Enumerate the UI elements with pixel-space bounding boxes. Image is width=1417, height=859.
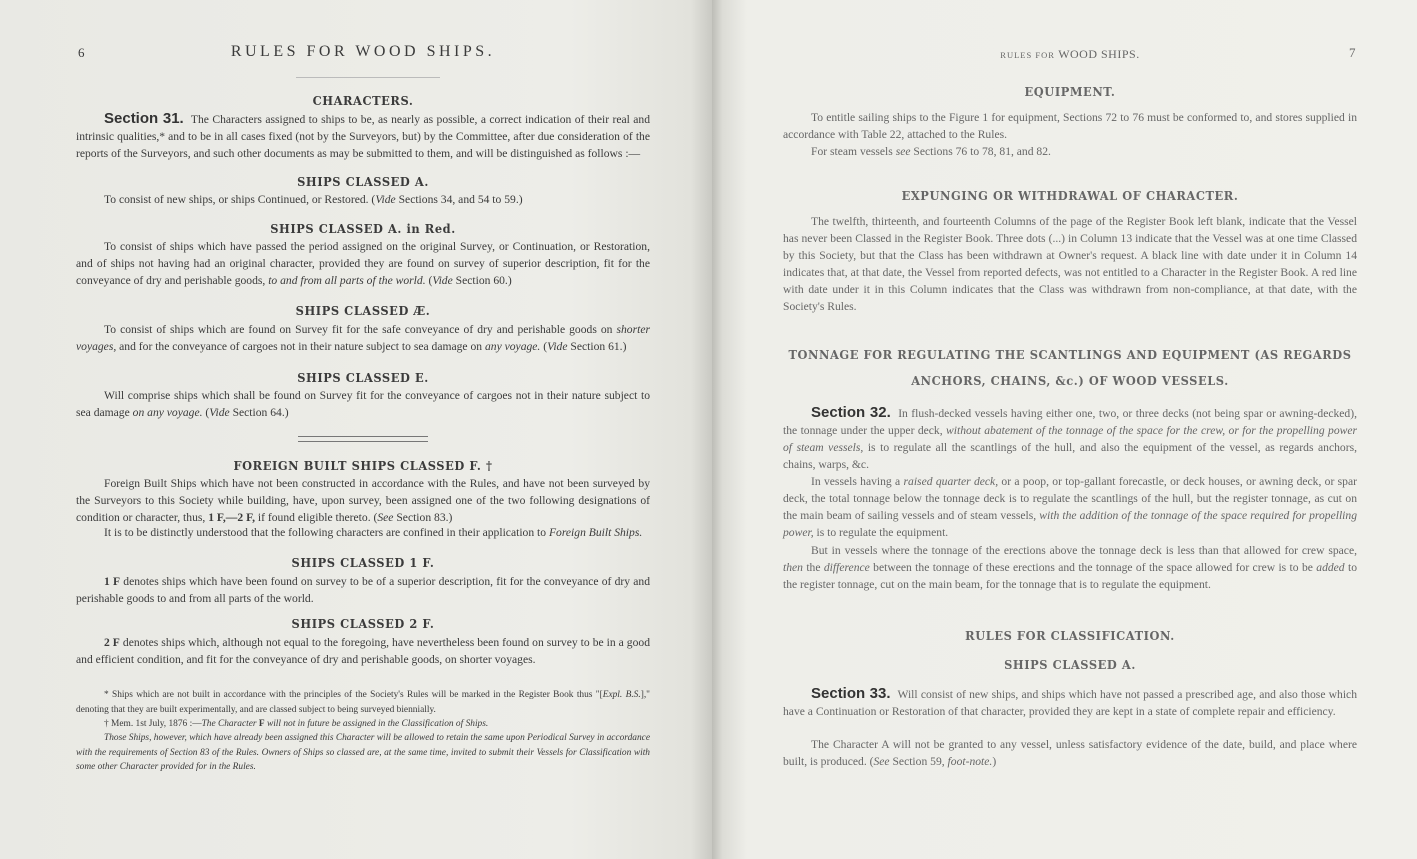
- text-run: will not in future be assigned in the Classification of Ships.: [264, 719, 489, 729]
- footnote: [76, 688, 650, 717]
- section-heading: SHIPS CLASSED A. in Red.: [270, 222, 456, 236]
- text-run: Foreign Built Ships.: [548, 526, 643, 539]
- text-run: For steam vessels: [811, 145, 896, 158]
- text-run: Vide: [375, 193, 396, 206]
- text-run: added: [1316, 561, 1345, 574]
- text-run: See: [873, 755, 890, 768]
- paragraph: [783, 473, 1357, 541]
- text-run: (: [540, 340, 548, 353]
- text-run: The Characters assigned to ships to be, as nearly as possible, a correct indication of their real and intrinsic qualities,* and to be in all cases fixed (not by the Surveyors, but) by the Committee, after due consideration of the reports of the Surveyors, and such other documents as may be submitted to them, and will be distinguished as follows :—: [76, 113, 650, 160]
- text-run: To consist of ships which have passed the period assigned on the original Survey, or Continuation, or Restoration, and of ships not having had an original character, provided they are found on survey of superior description, fit for the conveyance of dry and perishable goods,: [76, 240, 650, 287]
- text-run: is to regulate the equipment.: [813, 526, 949, 539]
- text-run: Section 60.): [452, 274, 512, 287]
- text-run: (: [202, 406, 210, 419]
- text-run: the: [802, 561, 824, 574]
- running-title-main: WOOD SHIPS.: [1058, 47, 1140, 61]
- text-run: with the addition of the tonnage of the space required for propelling power,: [783, 509, 1357, 539]
- paragraph: [783, 736, 1357, 770]
- text-run: between the tonnage of these erections and the tonnage of the space allowed for crew is to be: [869, 561, 1317, 574]
- text-run: † Mem. 1st July, 1876 :—: [104, 719, 202, 729]
- paragraph: [76, 191, 650, 208]
- section-heading: RULES FOR CLASSIFICATION.: [965, 629, 1175, 643]
- section-heading: TONNAGE FOR REGULATING THE SCANTLINGS AND EQUIPMENT (AS REGARDS ANCHORS, CHAINS, &c.) OF WOOD VESSELS.: [788, 348, 1352, 388]
- text-run: difference: [823, 561, 870, 574]
- text-run: Section 61.): [567, 340, 627, 353]
- paragraph: [76, 634, 650, 668]
- running-title: [783, 47, 1357, 62]
- section-heading: EQUIPMENT.: [1024, 85, 1116, 99]
- text-run: ]," denoting that they are built experimentally, and are classed subject to being surveyed biennially.: [76, 690, 650, 715]
- text-run: To entitle sailing ships to the Figure 1 for equipment, Sections 72 to 76 must be conformed to, and stores supplied in accordance with Table 22, attached to the Rules.: [783, 111, 1357, 141]
- paragraph: [76, 573, 650, 607]
- section-heading: CHARACTERS.: [312, 94, 414, 108]
- text-run: Foreign Built Ships which have not been constructed in accordance with the Rules, and have not been surveyed by the Surveyors to this Society while building, have, upon survey, been assigned one of the two following designations of condition or character, thus,: [76, 477, 650, 524]
- text-run: See: [377, 511, 394, 524]
- section-heading: SHIPS CLASSED E.: [297, 371, 429, 385]
- text-run: on any voyage.: [132, 406, 203, 419]
- paragraph: [76, 387, 650, 421]
- double-rule-divider: [298, 436, 428, 442]
- section-heading: EXPUNGING OR WITHDRAWAL OF CHARACTER.: [901, 189, 1239, 203]
- text-run: But in vessels where the tonnage of the erections above the tonnage deck is less than that allowed for crew space,: [811, 544, 1357, 557]
- section-heading: FOREIGN BUILT SHIPS CLASSED F. †: [233, 459, 493, 473]
- footnote: [76, 717, 650, 732]
- paragraph: [76, 321, 650, 355]
- text-run: then: [783, 561, 803, 574]
- text-run: 1 F: [104, 575, 121, 588]
- text-run: Will consist of new ships, and ships which have not passed a prescribed age, and also those which have a Continuation or Restoration of that character, provided they are kept in a state of complete repair and efficiency.: [783, 688, 1357, 718]
- footnote: [76, 731, 650, 775]
- section-heading: SHIPS CLASSED A.: [1004, 658, 1136, 672]
- paragraph: [76, 238, 650, 289]
- section-label: Section 32.: [811, 404, 891, 421]
- text-run: Vide: [209, 406, 230, 419]
- text-run: without abatement of the tonnage of the space for the crew, or for the propelling power of steam vessels,: [783, 424, 1358, 454]
- text-run: The twelfth, thirteenth, and fourteenth Columns of the page of the Register Book left blank, indicate that the Vessel has never been Classed in the Register Book. Three dots (...) in Column 13 indicate that the Vessel was at one time Classed by this Society, but that the Class has been withdrawn at Owner's request. A black line with date under it in Column 14 indicates that, at that date, the Vessel from reported defects, was not entitled to a Character in the Register Book. A red line with date under it in this Column indicates that the Class was withdrawn from non-compliance, at that date, with the Society's Rules.: [783, 215, 1357, 313]
- header-rule: [296, 77, 440, 78]
- section-heading: SHIPS CLASSED 2 F.: [291, 617, 435, 631]
- section-heading: SHIPS CLASSED A.: [297, 175, 429, 189]
- text-run: any voyage.: [484, 340, 541, 353]
- text-run: raised quarter deck,: [903, 475, 999, 488]
- text-run: is to regulate all the scantlings of the hull, and also the equipment of the vessel, as regards anchors, chains, warps, &c.: [783, 441, 1357, 471]
- text-run: To consist of ships which are found on Survey fit for the safe conveyance of dry and perishable goods on: [104, 323, 617, 336]
- section-heading: SHIPS CLASSED Æ.: [295, 304, 431, 318]
- text-run: (: [425, 274, 433, 287]
- text-run: Expl. B.S.: [602, 690, 641, 700]
- text-run: foot-note.: [947, 755, 993, 768]
- text-run: In flush-decked vessels having either one, two, or three decks (not being spar or awning-decked), the tonnage under the upper deck,: [783, 407, 1357, 437]
- running-title-prefix: RULES FOR: [1000, 50, 1055, 60]
- text-run: to and from all parts of the world.: [268, 274, 426, 287]
- text-run: Will comprise ships which shall be found on Survey fit for the conveyance of cargoes not in their nature subject to sea damage: [76, 389, 650, 419]
- paragraph: [783, 213, 1357, 315]
- paragraph: [783, 109, 1357, 143]
- text-run: or a poop, or top-gallant forecastle, or deck houses, or awning deck, or spar deck, the total tonnage below the tonnage deck is to regulate the scantlings of the hull, but the register tonnage, as cut on the main beam of sailing vessels and of steam vessels,: [783, 475, 1357, 522]
- text-run: To consist of new ships, or ships Continued, or Restored. (: [104, 193, 376, 206]
- text-run: * Ships which are not built in accordance with the principles of the Society's Rules will be marked in the Register Book thus "[: [104, 690, 603, 700]
- running-title: RULES FOR WOOD SHIPS.: [230, 43, 496, 60]
- text-run: denotes ships which have been found on survey to be of a superior description, fit for the conveyance of dry and perishable goods to and from all parts of the world.: [76, 575, 651, 605]
- paragraph: [783, 542, 1357, 593]
- text-run: denotes ships which, although not equal to the foregoing, have nevertheless been found on survey to be in a good and efficient condition, and fit for the conveyance of dry and perishable goods, on shorter voyages.: [76, 636, 650, 666]
- paragraph: [783, 685, 1357, 720]
- text-run: Those Ships, however, which have already been assigned this Character will be allowed to retain the same upon Periodical Survey in accordance with the requirements of Section 83 of the Rules. Owners of Ships so classed are, at the same time, invited to submit their Vessels for Classification with some other Character provided for in the Rules.: [76, 733, 650, 772]
- text-run: Section 59,: [889, 755, 948, 768]
- text-run: Sections 76 to 78, 81, and 82.: [910, 145, 1051, 158]
- text-run: Section 83.): [393, 511, 453, 524]
- text-run: and for the conveyance of cargoes not in their nature subject to sea damage on: [116, 340, 485, 353]
- text-run: Vide: [432, 274, 453, 287]
- section-heading: SHIPS CLASSED 1 F.: [291, 556, 435, 570]
- text-run: It is to be distinctly understood that the following characters are confined in their application to: [104, 526, 549, 539]
- section-label: Section 31.: [104, 110, 184, 127]
- page-number: 7: [1349, 45, 1356, 60]
- paragraph: [783, 404, 1357, 473]
- text-run: 2 F: [104, 636, 120, 649]
- text-run: Section 64.): [229, 406, 289, 419]
- text-run: 1 F,—2 F,: [208, 511, 256, 524]
- text-run: see: [895, 145, 911, 158]
- text-run: In vessels having a: [811, 475, 904, 488]
- right-page: [712, 0, 1417, 859]
- page-number: 6: [78, 45, 85, 60]
- text-run: The Character A will not be granted to any vessel, unless satisfactory evidence of the date, build, and place where built, is produced. (: [783, 738, 1357, 768]
- paragraph: [76, 110, 650, 162]
- text-run: shorter voyages,: [76, 323, 650, 353]
- text-run: ): [992, 755, 997, 768]
- section-label: Section 33.: [811, 685, 891, 702]
- text-run: to the register tonnage, cut on the main beam, for the tonnage that is to regulate the equipment.: [783, 561, 1357, 591]
- text-run: F: [258, 719, 265, 729]
- text-run: The Character: [201, 719, 259, 729]
- text-run: if found eligible thereto. (: [255, 511, 378, 524]
- paragraph: [76, 524, 650, 541]
- text-run: Sections 34, and 54 to 59.): [395, 193, 523, 206]
- paragraph: [783, 143, 1357, 160]
- text-run: Vide: [547, 340, 568, 353]
- paragraph: [76, 475, 650, 526]
